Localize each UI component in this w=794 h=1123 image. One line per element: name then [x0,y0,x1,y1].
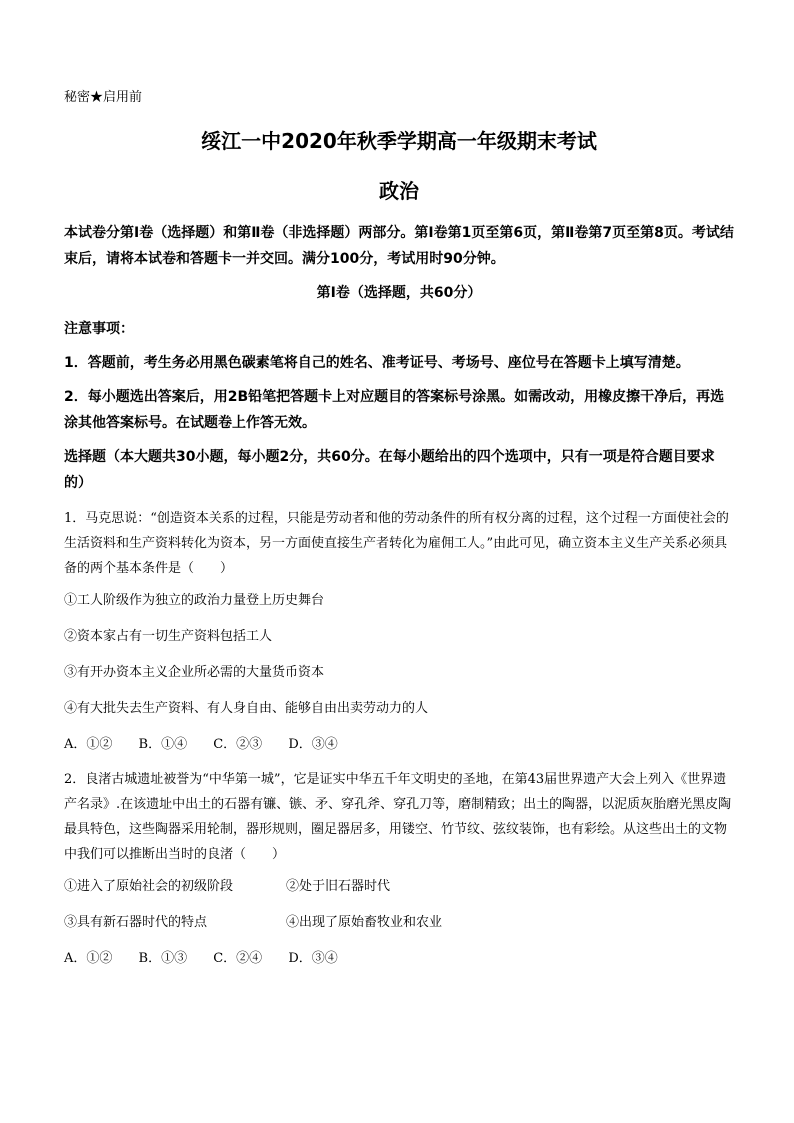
question-1 [64,506,734,757]
exam-intro: 本试卷分第Ⅰ卷（选择题）和第Ⅱ卷（非选择题）两部分。第Ⅰ卷第1页至第6页，第Ⅱ卷第7页至第8页。考试结束后，请将本试卷和答题卡一并交回。满分100分，考试用时90分钟。 [64,225,734,267]
exam-page [64,88,734,981]
answer-choices [64,947,734,971]
answer-choice-b: B．①④ [138,737,188,752]
question-option: ④有大批失去生产资料、有人身自由、能够自由出卖劳动力的人 [64,701,429,716]
notice-heading: 注意事项： [64,321,134,337]
choice-instructions: 选择题（本大题共30小题，每小题2分，共60分。在每小题给出的四个选项中，只有一项是符合题目要求的） [64,449,715,491]
answer-choices [64,733,734,757]
question-option: ①工人阶级作为独立的政治力量登上历史舞台 [64,593,325,608]
answer-choice-b: B．①③ [138,951,188,966]
question-option: ②资本家占有一切生产资料包括工人 [64,629,273,644]
question-2 [64,767,734,971]
question-option: ①进入了原始社会的初级阶段 [64,879,234,894]
answer-choice-d: D．③④ [288,737,338,752]
section-title: 第Ⅰ卷（选择题，共60分） [316,285,482,301]
question-option: ③具有新石器时代的特点 [64,915,208,930]
notice-item: 2．每小题选出答案后，用2B铅笔把答题卡上对应题目的答案标号涂黑。如需改动，用橡皮擦干净后，再选涂其他答案标号。在试题卷上作答无效。 [64,389,725,431]
answer-choice-c: C．②④ [213,951,263,966]
secret-label: 秘密★启用前 [64,90,143,105]
question-option: ②处于旧石器时代 [286,879,391,894]
question-stem: 1．马克思说：“创造资本关系的过程，只能是劳动者和他的劳动条件的所有权分离的过程，这个过程一方面使社会的生活资料和生产资料转化为资本，另一方面使直接生产者转化为雇佣工人。”由此可见，确立资本主义生产关系必须具备的两个基本条件是（ ） [64,511,729,576]
answer-choice-c: C．②③ [213,737,263,752]
question-option: ③有开办资本主义企业所必需的大量货币资本 [64,665,325,680]
notice-item: 1．答题前，考生务必用黑色碳素笔将自己的姓名、准考证号、考场号、座位号在答题卡上填写清楚。 [64,355,690,371]
answer-choice-a: A．①② [64,951,113,966]
exam-subject: 政治 [379,179,419,203]
exam-title: 绥江一中2020年秋季学期高一年级期末考试 [201,129,597,153]
answer-choice-d: D．③④ [288,951,338,966]
answer-choice-a: A．①② [64,737,113,752]
option-row [64,911,734,935]
question-stem: 2．良渚古城遗址被誉为“中华第一城”，它是证实中华五千年文明史的圣地，在第43届世界遗产大会上列入《世界遗产名录》.在该遗址中出土的石器有镰、镞、矛、穿孔斧、穿孔刀等，磨制精致；出土的陶器，以泥质灰胎磨光黑皮陶最具特色，这些陶器采用轮制，器形规则，圈足器居多，用镂空、竹节纹、弦纹装饰，也有彩绘。从这些出土的文物中我们可以推断出当时的良渚（ ） [64,772,732,862]
option-row [64,875,734,899]
question-option: ④出现了原始畜牧业和农业 [286,915,443,930]
